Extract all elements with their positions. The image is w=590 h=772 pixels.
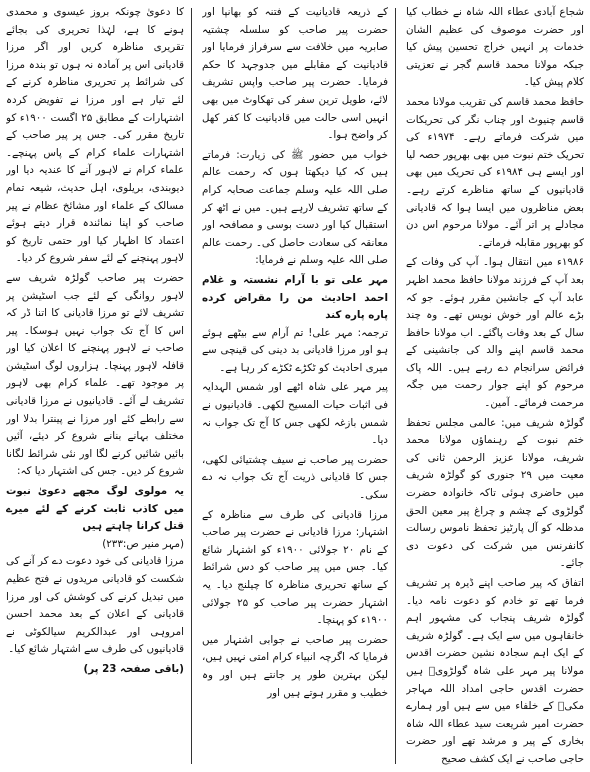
translation: ترجمہ: مہر علی! تم آرام سے بیٹھے ہوئے ہو اور مرزا قادیانی بد دینی کی قینچی سے میری احادیث کو ٹکڑے ٹکڑے کر رہا ہے۔ [202, 326, 388, 374]
paragraph: کے ذریعہ قادیانیت کے فتنہ کو بھانپا اور حضرت پیر صاحب کو سلسلہ چشتیہ صابریہ میں خلافت سے سرفراز فرمایا اور قادیانیت کے مقابلے میں جدوجہد کا حکم فرمایا۔ حضرت پیر صاحب واپس تشریف لائے، طویل ترین سفر کی تھکاوٹ میں بھی انہیں اسی حالت میں قادیانیت کا کفر کھل کر واضح ہوا۔ [202, 6, 388, 142]
paragraph: اتفاق کہ پیر صاحب اپنے ڈیرہ پر تشریف فرما تھے تو خادم کو دعوت نامہ دیا۔ گولڑہ شریف پنجاب کی مشہور اہم خانقاہوں میں سے ایک ہے۔ گولڑہ شریف کے ایک اہم سجادہ نشین حضرت اقدس مولانا پیر مہر علی شاہ گولڑویؒ ہیں حضرت اقدس حاجی امداد اللہ مہاجر مکیؒ کے خلفاء میں سے ہیں اور ہمارے حضرت امیر شریعت سید عطاء اللہ شاہ بخاری کے پیر و مرشد تھے اور حضرت حاجی صاحب نے ایک کشف صحیح [406, 577, 584, 765]
paragraph: گولڑہ شریف میں: عالمی مجلس تحفظ ختم نبوت کے رہنماؤں مولانا محمد شریف، مولانا عزیز الرحمن ثانی کی معیت میں ۲۹ جنوری کو گولڑہ شریف میں حاضری ہوئی تاکہ خانوادہ حضرت گولڑوی کے چشم و چراغ پیر معین الحق مدظلہ کو آل پارٹیز تحفظ ناموس رسالت کانفرنس میں شرکت کی دعوت دی جائے۔ [406, 416, 584, 570]
paragraph: حضرت پیر صاحب نے سیف چشتیائی لکھی، جس کا قادیانی ذریت آج تک جواب نہ دے سکی۔ [202, 453, 388, 502]
citation: (مہر منیر ص:۲۳۳) [102, 537, 184, 550]
paragraph: حافظ محمد قاسم کی تقریب مولانا محمد قاسم چنیوٹ اور چناب نگر کی تحریکات میں شرکت فرماتے رہے۔ ۱۹۷۴ء کی تحریک ختم نبوت میں بھی بھرپور حصہ لیا اور ایسے ہی ۱۹۸۴ء کی تحریک میں بھی قادیانیوں کے ساتھ مناظرے کرتے رہے۔ بعض مناظروں میں ایسا ہوا کہ قادیانی مجادلے پر اتر آئے۔ مولانا مرحوم اس دن کو بھرپور مقابلہ فرماتے۔ [406, 95, 584, 249]
paragraph: پیر مہر علی شاہ اٹھے اور شمس الہدایہ فی اثبات حیات المسیح لکھی۔ قادیانیوں نے شمس بازغہ لکھی جس کا آج تک جواب نہ دیا۔ [202, 381, 388, 447]
paragraph: حضرت پیر صاحب نے جوابی اشتہار میں فرمایا کہ اگرچہ انبیاء کرام امتی نہیں ہیں، لیکن بہترین طور پر جانتے ہیں اور وہ خطیب و مقرر ہوتے ہیں اور [202, 633, 388, 699]
paragraph: ۱۹۸۶ء میں انتقال ہوا۔ آپ کی وفات کے بعد آپ کے فرزند مولانا حافظ محمد اظہر عابد آپ کے جانشین مقرر ہوئے۔ جو کہ بڑے عالم اور خوش نویس تھے۔ وہ چند سال کے بعد وفات پاگئے۔ اب مولانا حافظ محمد قاسم اپنے والد کی جانشینی کے فرائض سرانجام دے رہے ہیں۔ اللہ پاک مرحوم کو اپنے جوار رحمت میں جگہ مرحمت فرمائے۔ آمین۔ [406, 256, 584, 410]
paragraph: شجاع آبادی عطاء اللہ شاہ نے خطاب کیا اور حضرت موصوف کی عظیم الشان خدمات پر انہیں خراج تحسین پیش کیا جبکہ مولانا محمد قاسم گجر نے تعزیتی کلام پیش کیا۔ [406, 6, 584, 89]
paragraph: خواب میں حضور ﷺ کی زیارت: فرماتے ہیں کہ کیا دیکھتا ہوں کہ رحمت عالم صلی اللہ علیہ وسلم جماعت صحابہ کرام کے ساتھ تشریف لارہے ہیں۔ میں نے اٹھ کر استقبال کیا اور دست بوسی و مصافحہ اور معانقہ کی سعادت حاصل کی۔ رحمت عالم صلی اللہ علیہ وسلم نے فرمایا: [202, 148, 388, 267]
paragraph: مرزا قادیانی کی طرف سے مناظرہ کے اشتہار: مرزا قادیانی نے حضرت پیر صاحب کے نام ۲۰ جولائی ۱۹۰۰ء کو اشتہار شائع کیا۔ جس میں پیر صاحب کو دس شرائط کے ساتھ تحریری مناظرہ کا چیلنج دیا۔ یہ اشتہار حضرت پیر صاحب کو ۲۵ جولائی ۱۹۰۰ء کو پہنچا۔ [202, 508, 388, 627]
paragraph: حضرت پیر صاحب گولڑہ شریف سے لاہور روانگی کے لئے جب اسٹیشن پر تشریف لائے تو مرزا قادیانی کا اتنا ڈر کہ اس کا آج تک جواب نہیں ہوسکا۔ پیر صاحب نے لاہور پہنچنے کا اعلان کیا اور قافلہ لاہور پہنچا۔ ہزاروں لوگ اسٹیشن پر موجود تھے۔ علماء کرام بھی لاہور تشریف لے آئے۔ قادیانیوں نے مرزا قادیانی سے رابطے کئے اور مرزا نے پینترا بدلا اور مختلف بہانے بنانے شروع کر دیئے، آئیں بائیں شائیں کرنے لگا اور نئی شرائط لگانا شروع کر دیں۔ جس کی اشتہار دیا کہ: [6, 271, 184, 478]
paragraph: کا دعویٰ چونکہ بروز عیسوی و محمدی ہونے کا ہے، لہٰذا تحریری کی بجائے تقریری مناظرہ کریں اور اگر مرزا قادیانی اس پر آمادہ نہ ہوں تو بندہ مرزا کی شرائط پر تحریری مناظرہ کرنے کے لئے تیار ہے اور مرزا نے تفویض کردہ اشتہارات کے مطابق ۲۵ اگست ۱۹۰۰ء کو تاریخ مقرر کی۔ جس پر پیر صاحب کے اشتہارات علماء کرام کے پاس پہنچے۔ علماء کرام نے لاہور آنے کا عندیہ دیا اور دیوبندی، بریلوی، اہل حدیث، شیعہ تمام مسالک کے علماء اور مشائخ عظام نے پیر صاحب کو اپنا نمائندہ قرار دیتے ہوئے اعتماد کا اظہار کیا اور حتمی تاریخ کو لاہور پہنچنے کے لئے سفر شروع کر دیا۔ [6, 6, 184, 265]
column-middle [202, 4, 388, 768]
newspaper-page [6, 4, 584, 768]
column-divider [395, 8, 396, 764]
column-divider [191, 8, 192, 764]
column-left [6, 4, 184, 768]
column-right [406, 4, 584, 768]
persian-quote: مہر علی تو با آرام نشستہ و غلام احمد احادیث من را مقراض کرده پاره پاره کند [202, 273, 388, 322]
quote: یہ مولوی لوگ مجھے دعویٰ نبوت میں کاذب ثابت کرنے کے لئے میرے قتل کرانا چاہتے ہیں [6, 485, 184, 533]
paragraph: مرزا قادیانی کی خود دعوت دے کر آنے کی شکست کو قادیانی مریدوں نے فتح عظیم میں تبدیل کرنے کی کوشش کی اور مرزا قادیانی کے اعلان کے بعد محمد احسن امروہی اور عبدالکریم سیالکوٹی نے قادیانیوں کی طرف سے اشتہار شائع کیا۔ [6, 555, 184, 656]
continuation-note: (باقی صفحہ 23 پر) [83, 662, 184, 675]
